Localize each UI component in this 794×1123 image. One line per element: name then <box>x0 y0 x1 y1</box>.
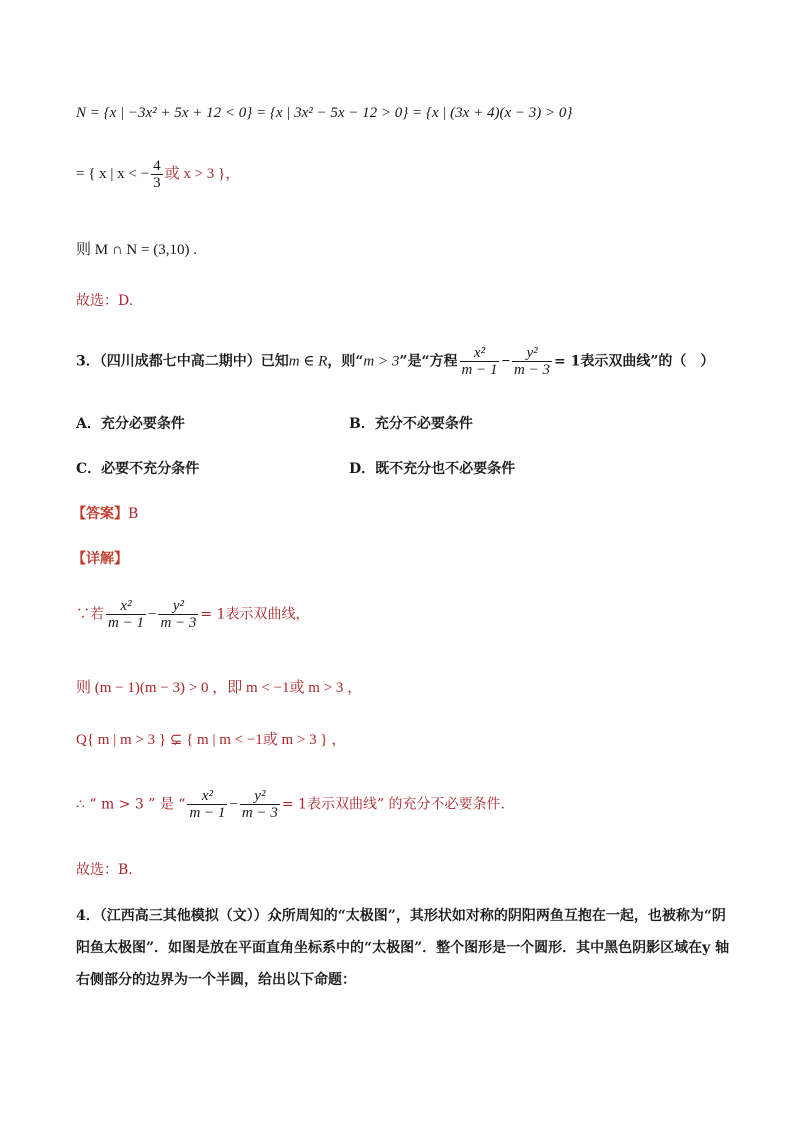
q3-lead: 3．（四川成都七中高二期中）已知 <box>76 353 289 370</box>
choice-line-q3: 故选：B. <box>76 862 133 878</box>
detail-line-4: ∴ “ m > 3 ” 是 “ $\frac{\text{x²}}{m - 1}$ − $\frac{\text{y²}}{m - 3}$ = 1表示双曲线” 的充分不必要条件. <box>76 788 506 821</box>
detail-1-frac-y-num: y² <box>158 598 198 615</box>
option-b[interactable]: B．充分不必要条件 <box>349 416 473 432</box>
q3-frac-y-den: m − 3 <box>514 362 550 378</box>
detail-line-1: ∵若 $\frac{\text{x²}}{m - 1}$ − $\frac{\text{y²}}{m - 3}$ = 1表示双曲线， <box>76 598 310 631</box>
q3-tail: = 1表示双曲线”的（ ） <box>554 353 715 370</box>
option-d[interactable]: D．既不充分也不必要条件 <box>349 461 516 477</box>
solution-set-N-line: N = {x | −3x² + 5x + 12 < 0} = {x | 3x² − 5x − 12 > 0} = {x | (3x + 4)(x − 3) > 0} <box>76 105 573 121</box>
q3-frac-y-num: y² <box>512 345 552 362</box>
detail-4-post: = 1表示双曲线” 的充分不必要条件. <box>281 796 506 813</box>
q3-condition: m > 3 <box>363 353 400 370</box>
option-a[interactable]: A．充分必要条件 <box>76 416 185 432</box>
question-4-line-3: 右侧部分的边界为一个半圆，给出以下命题： <box>76 972 356 988</box>
detail-1-frac-x-den: m − 1 <box>108 615 144 631</box>
result-suffix: 或 x > 3 }， <box>164 165 241 182</box>
q3-frac-x <box>460 345 500 378</box>
detail-1-frac-y-den: m − 3 <box>160 615 197 631</box>
detail-4-frac-y-num: y² <box>240 788 280 805</box>
detail-4-frac-y <box>240 788 280 821</box>
detail-tag: 【详解】 <box>72 551 128 567</box>
detail-1-pre: ∵若 <box>76 606 104 623</box>
answer-tag: 【答案】 <box>72 506 128 522</box>
fraction-four-thirds <box>151 158 163 191</box>
answer-value: B <box>128 506 139 522</box>
q3-frac-y <box>512 345 552 378</box>
fraction-numerator: 4 <box>153 158 161 174</box>
option-c[interactable]: C．必要不充分条件 <box>76 461 200 477</box>
detail-4-frac-x <box>187 788 227 821</box>
detail-4-frac-x-den: m − 1 <box>189 805 226 821</box>
q3-frac-x-num: x² <box>460 345 500 362</box>
question-4-line-2: 阳鱼太极图”．如图是放在平面直角坐标系中的“太极图”．整个图形是一个圆形．其中黑色阴影区域在y 轴 <box>76 940 730 956</box>
intersection-line: 则 M ∩ N = (3,10) . <box>76 242 197 258</box>
q3-frac-x-den: m − 1 <box>461 362 498 378</box>
q3-condition-m: m ∈ R <box>288 353 328 370</box>
q3-mid2: ”是“方程 <box>399 353 458 370</box>
detail-4-frac-x-num: x² <box>187 788 227 805</box>
detail-4-frac-y-den: m − 3 <box>241 805 278 821</box>
fraction-denominator: 3 <box>153 175 161 191</box>
detail-1-frac-y <box>158 598 198 631</box>
detail-1-frac-x-num: x² <box>106 598 146 615</box>
detail-line-3: Q{ m | m > 3 } ⊊ { m | m < −1或 m > 3 } ， <box>76 732 347 748</box>
detail-4-pre: ∴ “ m > 3 ” 是 “ <box>76 796 186 813</box>
answer-line <box>72 503 138 523</box>
detail-line-2: 则 (m − 1)(m − 3) > 0 ，即 m < −1或 m > 3 ， <box>76 680 363 696</box>
question-3-stem: 3．（四川成都七中高二期中）已知m ∈ R，则“m > 3”是“方程 $\frac{\text{x²}}{m - 1}$ − $\frac{\text{y²}}{m - 3}$ = 1表示双曲线”的（ ） <box>76 345 715 378</box>
result-prefix: = { x | x < − <box>76 165 150 182</box>
choice-line-q2: 故选：D. <box>76 293 134 309</box>
q3-mid: ，则“ <box>327 353 364 370</box>
detail-1-post: = 1表示双曲线， <box>200 606 310 623</box>
question-4-line-1: 4．（江西高三其他模拟（文））众所周知的“太极图”，其形状如对称的阴阳两鱼互抱在一起，也被称为“阴 <box>76 908 726 924</box>
solution-set-N-result <box>76 158 240 191</box>
detail-1-frac-x <box>106 598 146 631</box>
